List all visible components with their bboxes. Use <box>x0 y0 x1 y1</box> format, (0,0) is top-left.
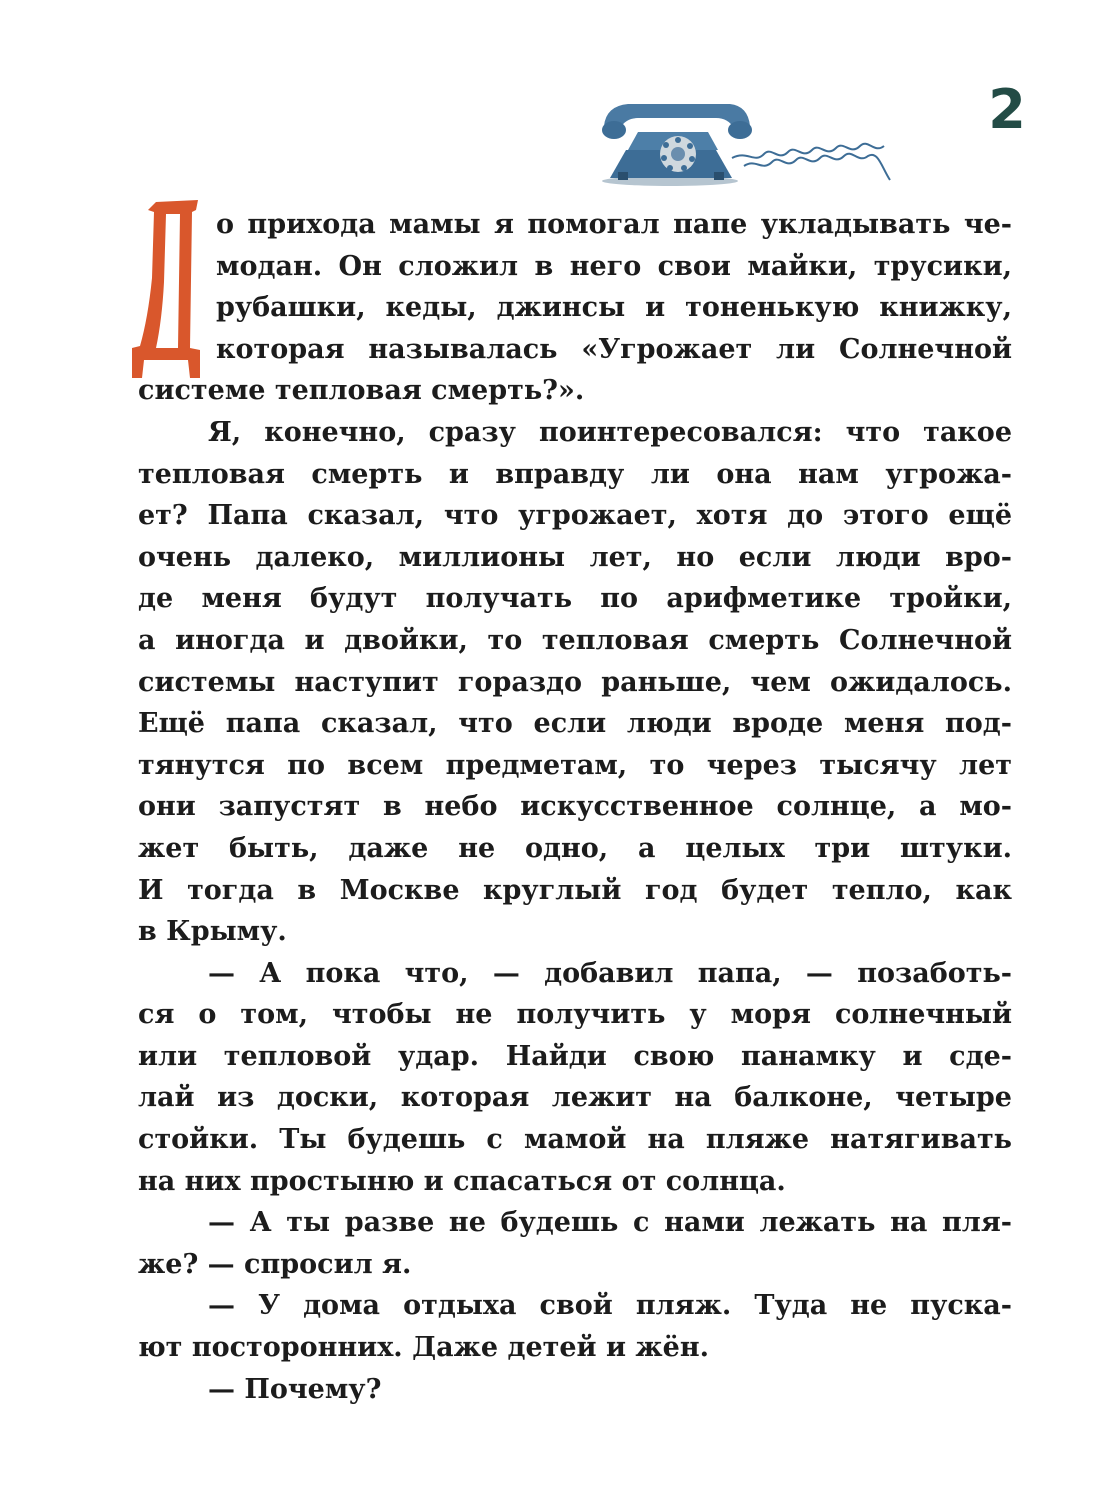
text-line: же? — спросил я. <box>138 1248 412 1280</box>
text-line: — У дома отдыха свой пляж. Туда не пуска- <box>208 1290 1012 1322</box>
text-line: — А пока что, — добавил папа, — позаботь- <box>208 957 1012 989</box>
text-line: в Крыму. <box>138 916 287 948</box>
text-line: ет? Папа сказал, что угрожает, хотя до этого ещё <box>138 500 1012 532</box>
text-line: очень далеко, миллионы лет, но если люди вро- <box>138 541 1012 573</box>
text-line: тепловая смерть и вправду ли она нам угрожа- <box>138 458 1012 490</box>
text-line: они запустят в небо искусственное солнце, а мо- <box>138 791 1012 823</box>
text-line: системе тепловая смерть?». <box>138 375 585 407</box>
text-line: рубашки, кеды, джинсы и тоненькую книжку, <box>216 292 1012 324</box>
text-line: жет быть, даже не одно, а целых три штуки. <box>138 832 1012 864</box>
text-line: которая называлась «Угрожает ли Солнечной <box>216 333 1012 365</box>
text-line: или тепловой удар. Найди свою панамку и сде- <box>138 1040 1012 1072</box>
text-line: — Почему? <box>208 1373 382 1405</box>
text-line: И тогда в Москве круглый год будет тепло, как <box>138 874 1012 906</box>
text-line: Я, конечно, сразу поинтересовался: что такое <box>208 416 1012 448</box>
text-line: тянутся по всем предметам, то через тысячу лет <box>138 749 1012 781</box>
chapter-text <box>138 204 1012 1410</box>
telephone-icon <box>598 88 898 188</box>
text-line: ся о том, чтобы не получить у моря солнечный <box>138 999 1012 1031</box>
chapter-number: 2 <box>988 78 1026 141</box>
text-line: де меня будут получать по арифметике тройки, <box>138 583 1012 615</box>
text-line: — А ты разве не будешь с нами лежать на пля- <box>208 1207 1012 1239</box>
text-line: а иногда и двойки, то тепловая смерть Солнечной <box>138 624 1012 656</box>
text-line: ют посторонних. Даже детей и жён. <box>138 1332 709 1364</box>
text-line: системы наступит гораздо раньше, чем ожидалось. <box>138 666 1012 698</box>
text-line: лай из доски, которая лежит на балконе, четыре <box>138 1082 1012 1114</box>
text-line: о прихода мамы я помогал папе укладывать че- <box>216 209 1012 240</box>
text-line: стойки. Ты будешь с мамой на пляже натягивать <box>138 1124 1012 1156</box>
text-line: Ещё папа сказал, что если люди вроде меня под- <box>138 708 1012 740</box>
text-line: модан. Он сложил в него свои майки, трусики, <box>216 250 1012 282</box>
text-line: на них простыню и спасаться от солнца. <box>138 1165 786 1197</box>
